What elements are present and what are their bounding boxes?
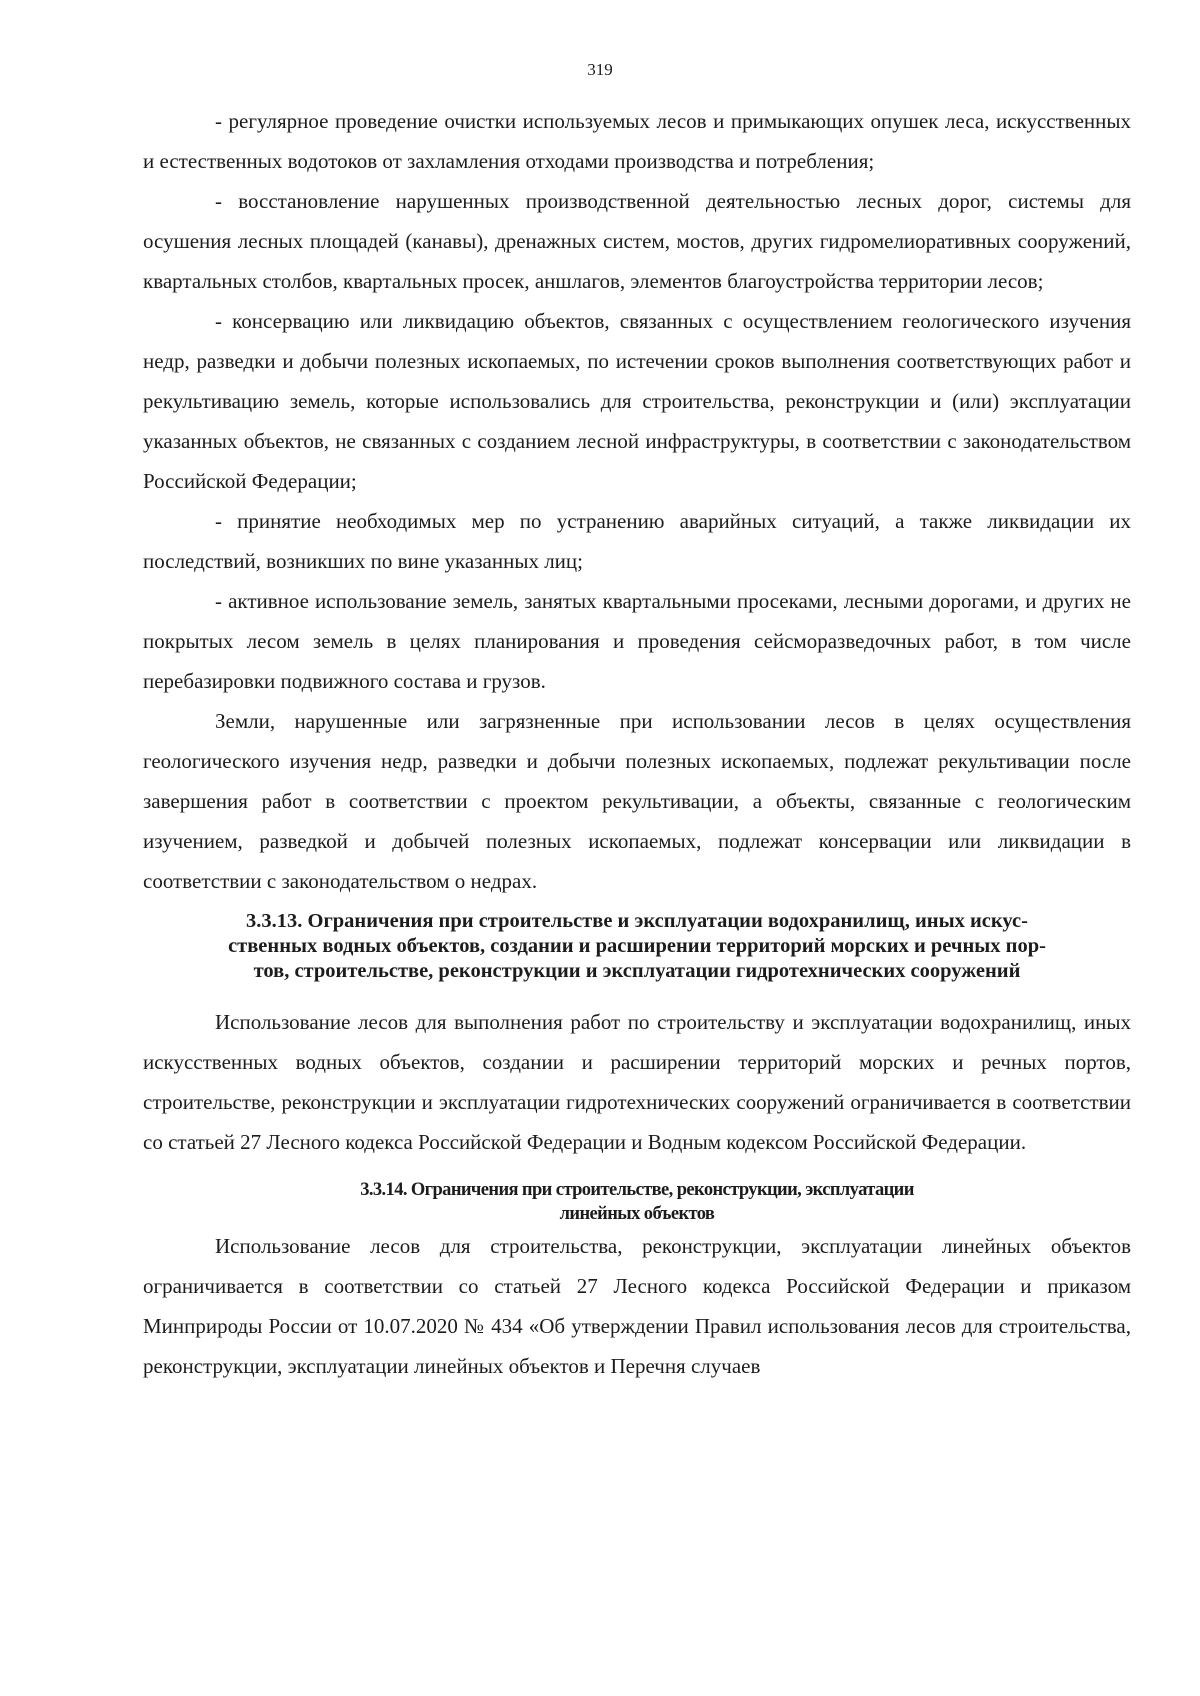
section-3-3-13-text: Использование лесов для выполнения работ по строительству и эксплуатации водохранилищ, иных искусственных водных объектов, создании и расширении территорий морских и речных портов, строительстве, реконструкции и эксплуатации гидротехнических сооружений ограничивается в соответствии со статьей 27 Лесного кодекса Российской Федерации и Водным кодексом Российской Федерации.: [143, 1010, 1131, 1154]
section-heading-line: 3.3.13. Ограничения при строительстве и эксплуатации водохранилищ, иных искус-: [246, 910, 1028, 932]
section-heading-line: линейных объектов: [559, 1204, 715, 1224]
page-number: 319: [587, 60, 613, 79]
paragraph-road-restoration: - восстановление нарушенных производственной деятельностью лесных дорог, системы для осушения лесных площадей (канавы), дренажных систем, мостов, других гидромелиоративных сооружений, квартальных столбов, квартальных просек, аншлагов, элементов благоустройства территории лесов;: [143, 189, 1131, 293]
document-body: [143, 101, 1131, 1386]
paragraph-forest-cleaning: - регулярное проведение очистки используемых лесов и примыкающих опушек леса, искусственных и естественных водотоков от захламления отходами производства и потребления;: [143, 109, 1131, 173]
paragraph-land-reclamation: Земли, нарушенные или загрязненные при использовании лесов в целях осуществления геологического изучения недр, разведки и добычи полезных ископаемых, подлежат рекультивации после завершения работ в соответствии с проектом рекультивации, а объекты, связанные с геологическим изучением, разведкой и добычей полезных ископаемых, подлежат консервации или ликвидации в соответствии с законодательством о недрах.: [143, 709, 1131, 893]
section-heading-line: ственных водных объектов, создании и расширении территорий морских и речных пор-: [228, 935, 1046, 957]
paragraph-conservation-liquidation: - консервацию или ликвидацию объектов, связанных с осуществлением геологического изучения недр, разведки и добычи полезных ископаемых, по истечении сроков выполнения соответствующих работ и рекультивацию земель, которые использовались для строительства, реконструкции и (или) эксплуатации указанных объектов, не связанных с созданием лесной инфраструктуры, в соответствии с законодательством Российской Федерации;: [143, 309, 1131, 493]
section-3-3-14-text: Использование лесов для строительства, реконструкции, эксплуатации линейных объектов ограничивается в соответствии со статьей 27 Лесного кодекса Российской Федерации и приказом Минприроды России от 10.07.2020 № 434 «Об утверждении Правил использования лесов для строительства, реконструкции, эксплуатации линейных объектов и Перечня случаев: [143, 1234, 1131, 1378]
paragraph-land-use-seismic: - активное использование земель, занятых квартальными просеками, лесными дорогами, и других не покрытых лесом земель в целях планирования и проведения сейсморазведочных работ, в том числе перебазировки подвижного состава и грузов.: [143, 589, 1131, 693]
paragraph-emergency-measures: - принятие необходимых мер по устранению аварийных ситуаций, а также ликвидации их последствий, возникших по вине указанных лиц;: [143, 509, 1131, 573]
section-heading-3-3-14: [143, 1178, 1131, 1226]
section-heading-line: тов, строительстве, реконструкции и эксплуатации гидротехнических сооружений: [253, 960, 1021, 982]
section-heading-line: 3.3.14. Ограничения при строительстве, реконструкции, эксплуатации: [360, 1180, 914, 1200]
section-heading-3-3-13: [143, 909, 1131, 984]
